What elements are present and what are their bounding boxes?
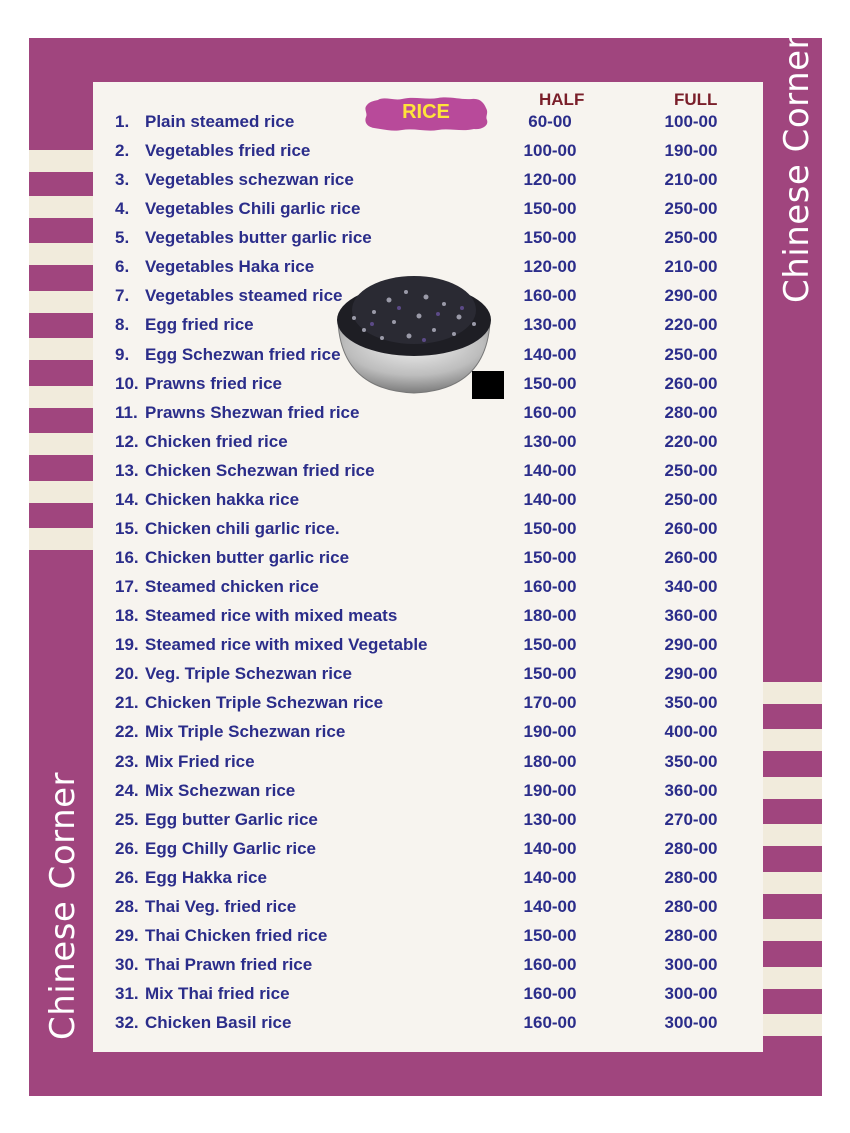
item-price-full: 210-00 bbox=[664, 170, 718, 190]
item-price-full: 350-00 bbox=[664, 693, 718, 713]
item-name: Vegetables Chili garlic rice bbox=[145, 199, 361, 219]
item-number: 12. bbox=[115, 431, 139, 451]
item-price-half: 120-00 bbox=[523, 257, 577, 277]
menu-item-row bbox=[0, 693, 850, 722]
item-number: 31. bbox=[115, 984, 139, 1004]
item-price-full: 280-00 bbox=[664, 402, 718, 422]
item-price-full: 220-00 bbox=[664, 431, 718, 451]
item-name: Chicken Schezwan fried rice bbox=[145, 460, 375, 480]
item-price-half: 140-00 bbox=[523, 896, 577, 916]
item-name: Steamed rice with mixed meats bbox=[145, 606, 398, 626]
section-title: RICE bbox=[402, 101, 450, 123]
menu-item-row bbox=[0, 141, 850, 170]
menu-item-row bbox=[0, 664, 850, 693]
item-price-half: 150-00 bbox=[523, 518, 577, 538]
item-price-half: 130-00 bbox=[523, 809, 577, 829]
item-price-half: 160-00 bbox=[523, 286, 577, 306]
side-title-left: Chinese Corner bbox=[43, 771, 83, 1040]
item-price-full: 400-00 bbox=[664, 722, 718, 742]
item-price-half: 150-00 bbox=[523, 664, 577, 684]
item-price-full: 260-00 bbox=[664, 518, 718, 538]
item-name: Egg Chilly Garlic rice bbox=[145, 838, 317, 858]
item-number: 26. bbox=[115, 838, 139, 858]
item-price-half: 160-00 bbox=[523, 402, 577, 422]
item-price-half: 160-00 bbox=[523, 955, 577, 975]
menu-item-row bbox=[0, 635, 850, 664]
menu-item-row bbox=[0, 722, 850, 751]
item-number: 25. bbox=[115, 809, 139, 829]
item-price-full: 280-00 bbox=[664, 838, 718, 858]
menu-item-row bbox=[0, 548, 850, 577]
item-number: 17. bbox=[115, 577, 139, 597]
item-number: 1. bbox=[115, 112, 130, 131]
item-price-full: 290-00 bbox=[664, 286, 718, 306]
item-name: Chicken Basil rice bbox=[145, 1013, 292, 1033]
item-number: 21. bbox=[115, 693, 139, 713]
item-price-full: 250-00 bbox=[664, 460, 718, 480]
item-price-full: 340-00 bbox=[664, 577, 718, 597]
item-name: Egg fried rice bbox=[145, 315, 254, 335]
item-number: 30. bbox=[115, 955, 139, 975]
menu-item-row bbox=[0, 490, 850, 519]
item-price-full: 360-00 bbox=[664, 606, 718, 626]
item-price-half: 190-00 bbox=[523, 780, 577, 800]
item-price-half: 150-00 bbox=[523, 925, 577, 945]
item-name: Mix Schezwan rice bbox=[145, 780, 296, 800]
item-name: Prawns fried rice bbox=[145, 373, 283, 393]
item-price-full: 290-00 bbox=[664, 664, 718, 684]
item-price-full: 280-00 bbox=[664, 925, 718, 945]
item-price-full: 100-00 bbox=[664, 112, 718, 131]
item-number: 6. bbox=[115, 257, 130, 277]
item-number: 20. bbox=[115, 664, 139, 684]
item-price-half: 150-00 bbox=[523, 199, 577, 219]
menu-item-row bbox=[0, 606, 850, 635]
item-number: 4. bbox=[115, 199, 130, 219]
item-name: Chicken hakka rice bbox=[145, 489, 300, 509]
item-price-full: 280-00 bbox=[664, 867, 718, 887]
item-price-full: 210-00 bbox=[664, 257, 718, 277]
item-price-half: 60-00 bbox=[528, 112, 572, 131]
item-number: 8. bbox=[115, 315, 130, 335]
item-number: 7. bbox=[115, 286, 130, 306]
item-price-full: 250-00 bbox=[664, 489, 718, 509]
item-price-half: 190-00 bbox=[523, 722, 577, 742]
item-name: Egg Hakka rice bbox=[145, 867, 267, 887]
menu-item-row bbox=[0, 228, 850, 257]
item-name: Plain steamed rice bbox=[145, 112, 295, 131]
item-name: Vegetables butter garlic rice bbox=[145, 228, 372, 248]
menu-item-row bbox=[0, 170, 850, 199]
item-price-full: 350-00 bbox=[664, 751, 718, 771]
menu-item-row bbox=[0, 752, 850, 781]
column-header-full: FULL bbox=[674, 90, 718, 109]
item-price-full: 220-00 bbox=[664, 315, 718, 335]
item-price-full: 260-00 bbox=[664, 373, 718, 393]
item-name: Mix Triple Schezwan rice bbox=[145, 722, 346, 742]
item-name: Egg Schezwan fried rice bbox=[145, 344, 341, 364]
item-name: Chicken chili garlic rice. bbox=[145, 518, 340, 538]
rice-bowl-image bbox=[334, 272, 494, 397]
item-price-full: 290-00 bbox=[664, 635, 718, 655]
item-price-full: 300-00 bbox=[664, 1013, 718, 1033]
item-name: Steamed chicken rice bbox=[145, 577, 319, 597]
item-price-half: 150-00 bbox=[523, 548, 577, 568]
item-price-half: 150-00 bbox=[523, 373, 577, 393]
side-title-right: Chinese Corner bbox=[777, 34, 817, 303]
item-price-half: 180-00 bbox=[523, 606, 577, 626]
item-name: Steamed rice with mixed Vegetable bbox=[145, 635, 428, 655]
menu-item-row bbox=[0, 839, 850, 868]
item-price-half: 100-00 bbox=[523, 141, 577, 161]
item-name: Vegetables schezwan rice bbox=[145, 170, 354, 190]
item-number: 13. bbox=[115, 460, 139, 480]
item-price-full: 280-00 bbox=[664, 896, 718, 916]
item-price-half: 130-00 bbox=[523, 315, 577, 335]
item-price-full: 300-00 bbox=[664, 955, 718, 975]
item-number: 3. bbox=[115, 170, 130, 190]
menu-item-row bbox=[0, 955, 850, 984]
item-name: Thai Prawn fried rice bbox=[145, 955, 313, 975]
item-price-half: 130-00 bbox=[523, 431, 577, 451]
item-price-full: 250-00 bbox=[664, 199, 718, 219]
menu-item-row bbox=[0, 868, 850, 897]
item-number: 2. bbox=[115, 141, 130, 161]
menu-item-row bbox=[0, 810, 850, 839]
black-square-marker bbox=[472, 371, 504, 399]
menu-item-row bbox=[0, 897, 850, 926]
item-name: Thai Veg. fried rice bbox=[145, 896, 297, 916]
item-name: Prawns Shezwan fried rice bbox=[145, 402, 360, 422]
menu-item-row bbox=[0, 926, 850, 955]
menu-item-row bbox=[0, 432, 850, 461]
item-price-half: 140-00 bbox=[523, 344, 577, 364]
item-name: Chicken butter garlic rice bbox=[145, 548, 350, 568]
item-price-half: 140-00 bbox=[523, 867, 577, 887]
item-number: 24. bbox=[115, 780, 139, 800]
item-number: 10. bbox=[115, 373, 139, 393]
item-number: 28. bbox=[115, 896, 139, 916]
item-number: 23. bbox=[115, 751, 139, 771]
item-price-half: 170-00 bbox=[523, 693, 577, 713]
item-price-full: 190-00 bbox=[664, 141, 718, 161]
item-price-half: 120-00 bbox=[523, 170, 577, 190]
item-number: 19. bbox=[115, 635, 139, 655]
item-number: 15. bbox=[115, 518, 139, 538]
item-number: 16. bbox=[115, 548, 139, 568]
item-price-full: 250-00 bbox=[664, 228, 718, 248]
item-price-half: 160-00 bbox=[523, 984, 577, 1004]
item-number: 22. bbox=[115, 722, 139, 742]
item-name: Egg butter Garlic rice bbox=[145, 809, 318, 829]
menu-item-row bbox=[0, 199, 850, 228]
item-price-full: 300-00 bbox=[664, 984, 718, 1004]
item-price-half: 140-00 bbox=[523, 838, 577, 858]
menu-item-row bbox=[0, 781, 850, 810]
item-name: Mix Thai fried rice bbox=[145, 984, 290, 1004]
item-number: 11. bbox=[115, 402, 138, 422]
item-price-full: 250-00 bbox=[664, 344, 718, 364]
item-number: 29. bbox=[115, 925, 139, 945]
item-price-half: 160-00 bbox=[523, 577, 577, 597]
menu-item-row bbox=[0, 403, 850, 432]
item-number: 26. bbox=[115, 867, 139, 887]
menu-item-row bbox=[0, 519, 850, 548]
item-price-half: 160-00 bbox=[523, 1013, 577, 1033]
item-price-full: 360-00 bbox=[664, 780, 718, 800]
item-name: Chicken Triple Schezwan rice bbox=[145, 693, 384, 713]
item-price-full: 260-00 bbox=[664, 548, 718, 568]
menu-item-row bbox=[0, 577, 850, 606]
item-name: Vegetables Haka rice bbox=[145, 257, 315, 277]
item-price-half: 140-00 bbox=[523, 489, 577, 509]
item-price-half: 150-00 bbox=[523, 228, 577, 248]
menu-item-row bbox=[0, 984, 850, 1013]
item-number: 5. bbox=[115, 228, 130, 248]
item-name: Mix Fried rice bbox=[145, 751, 255, 771]
item-price-half: 180-00 bbox=[523, 751, 577, 771]
item-number: 14. bbox=[115, 489, 139, 509]
column-header-half: HALF bbox=[539, 90, 585, 109]
item-name: Vegetables fried rice bbox=[145, 141, 311, 161]
menu-item-row bbox=[0, 1013, 850, 1042]
item-price-half: 140-00 bbox=[523, 460, 577, 480]
menu-item-row bbox=[0, 461, 850, 490]
item-number: 32. bbox=[115, 1013, 139, 1033]
item-name: Vegetables steamed rice bbox=[145, 286, 343, 306]
item-price-full: 270-00 bbox=[664, 809, 718, 829]
item-price-half: 150-00 bbox=[523, 635, 577, 655]
item-name: Veg. Triple Schezwan rice bbox=[145, 664, 352, 684]
menu-item-row bbox=[0, 112, 850, 141]
item-number: 9. bbox=[115, 344, 130, 364]
item-name: Thai Chicken fried rice bbox=[145, 925, 328, 945]
item-number: 18. bbox=[115, 606, 139, 626]
item-name: Chicken fried rice bbox=[145, 431, 288, 451]
